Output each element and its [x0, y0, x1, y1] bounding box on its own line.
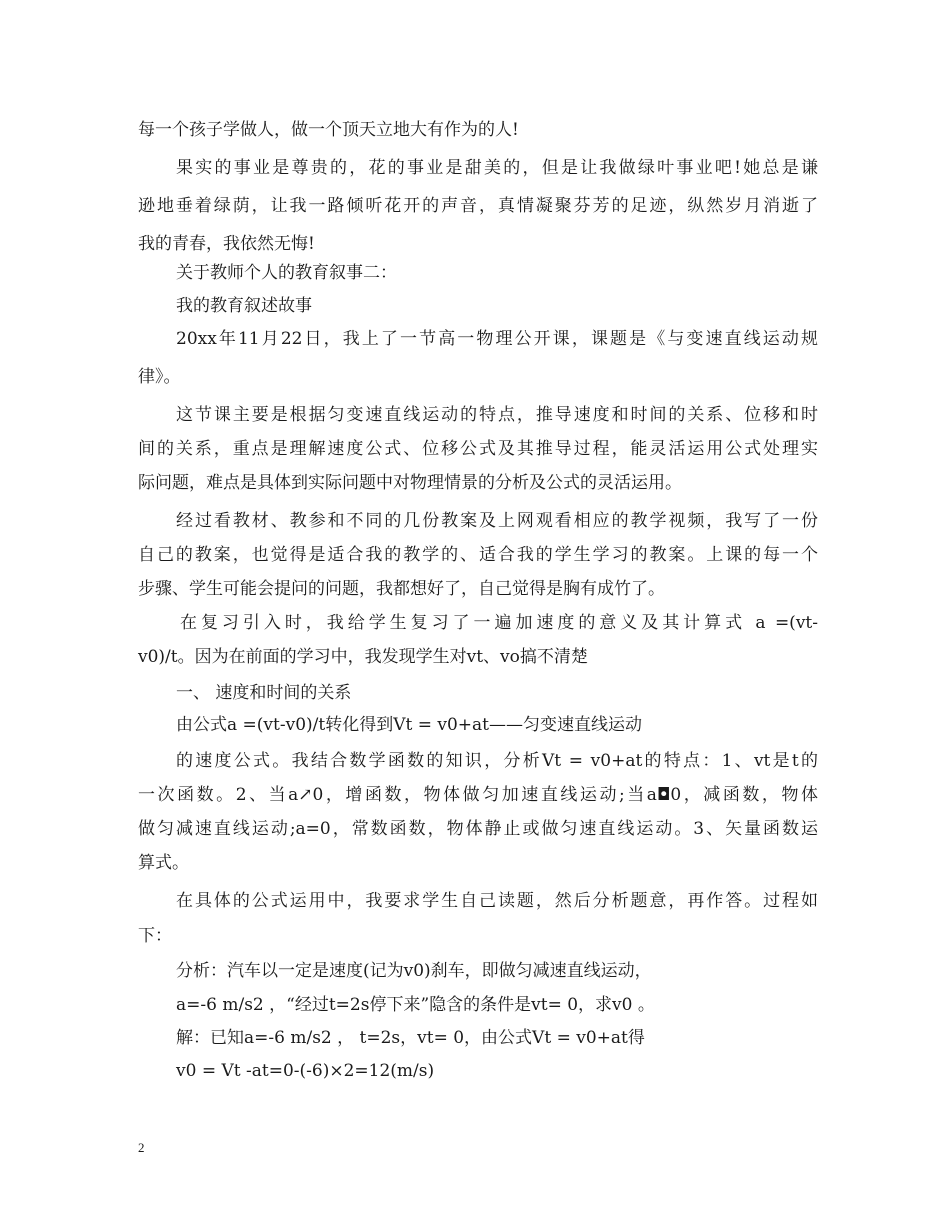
paragraph-line: 律》。	[138, 367, 181, 387]
paragraph-line: 逊地垂着绿荫，让我一路倾听花开的声音，真情凝聚芬芳的足迹，纵然岁月消逝了	[138, 196, 818, 216]
paragraph-line: 在复习引入时，我给学生复习了一遍加速度的意义及其计算式 a =(vt-	[180, 613, 818, 633]
paragraph-line: 我的青春，我依然无悔!	[138, 234, 315, 254]
solution-line: 解：已知a=-6 m/s2 ， t=2s，vt= 0，由公式Vt = v0+at得	[176, 1028, 645, 1048]
paragraph-line: 果实的事业是尊贵的，花的事业是甜美的，但是让我做绿叶事业吧!她总是谦	[176, 158, 818, 178]
analysis-line: 分析：汽车以一定是速度(记为v0)刹车，即做匀减速直线运动，	[176, 961, 652, 981]
story-title: 我的教育叙述故事	[176, 296, 312, 316]
paragraph-line: 做匀减速直线运动;a=0，常数函数，物体静止或做匀速直线运动。3、矢量函数运	[138, 819, 818, 839]
paragraph-line: 下：	[138, 926, 172, 946]
section-heading: 一、 速度和时间的关系	[176, 683, 352, 703]
paragraph-line: 一次函数。2、当a↗0，增函数，物体做匀加速直线运动;当a◘0，减函数，物体	[138, 785, 818, 805]
section-heading: 关于教师个人的教育叙事二：	[176, 263, 397, 283]
paragraph-line: v0)/t。因为在前面的学习中，我发现学生对vt、vo搞不清楚	[138, 647, 588, 667]
paragraph-line: 间的关系，重点是理解速度公式、位移公式及其推导过程，能灵活运用公式处理实	[138, 439, 818, 459]
paragraph-line: 自己的教案，也觉得是适合我的教学的、适合我的学生学习的教案。上课的每一个	[138, 545, 818, 565]
paragraph-line: 经过看教材、教参和不同的几份教案及上网观看相应的教学视频，我写了一份	[176, 511, 818, 531]
paragraph-line: 步骤、学生可能会提问的问题，我都想好了，自己觉得是胸有成竹了。	[138, 579, 665, 599]
paragraph-line: 这节课主要是根据匀变速直线运动的特点，推导速度和时间的关系、位移和时	[176, 405, 818, 425]
page-number: 2	[138, 1140, 145, 1155]
paragraph-line: 20xx年11月22日，我上了一节高一物理公开课，课题是《与变速直线运动规	[176, 329, 818, 349]
paragraph-line: 算式。	[138, 853, 189, 873]
formula-line: a=-6 m/s2 ，“经过t=2s停下来”隐含的条件是vt= 0，求v0 。	[176, 995, 655, 1015]
formula-line: 由公式a =(vt-v0)/t转化得到Vt = v0+at——匀变速直线运动	[176, 715, 642, 735]
paragraph-line: 的速度公式。我结合数学函数的知识，分析Vt = v0+at的特点：1、vt是t的	[176, 751, 818, 771]
paragraph-line: 每一个孩子学做人，做一个顶天立地大有作为的人!	[138, 120, 519, 140]
formula-line: v0 = Vt -at=0-(-6)×2=12(m/s)	[176, 1061, 435, 1081]
paragraph-line: 在具体的公式运用中，我要求学生自己读题，然后分析题意，再作答。过程如	[176, 891, 818, 911]
paragraph-line: 际问题，难点是具体到实际问题中对物理情景的分析及公式的灵活运用。	[138, 473, 682, 493]
